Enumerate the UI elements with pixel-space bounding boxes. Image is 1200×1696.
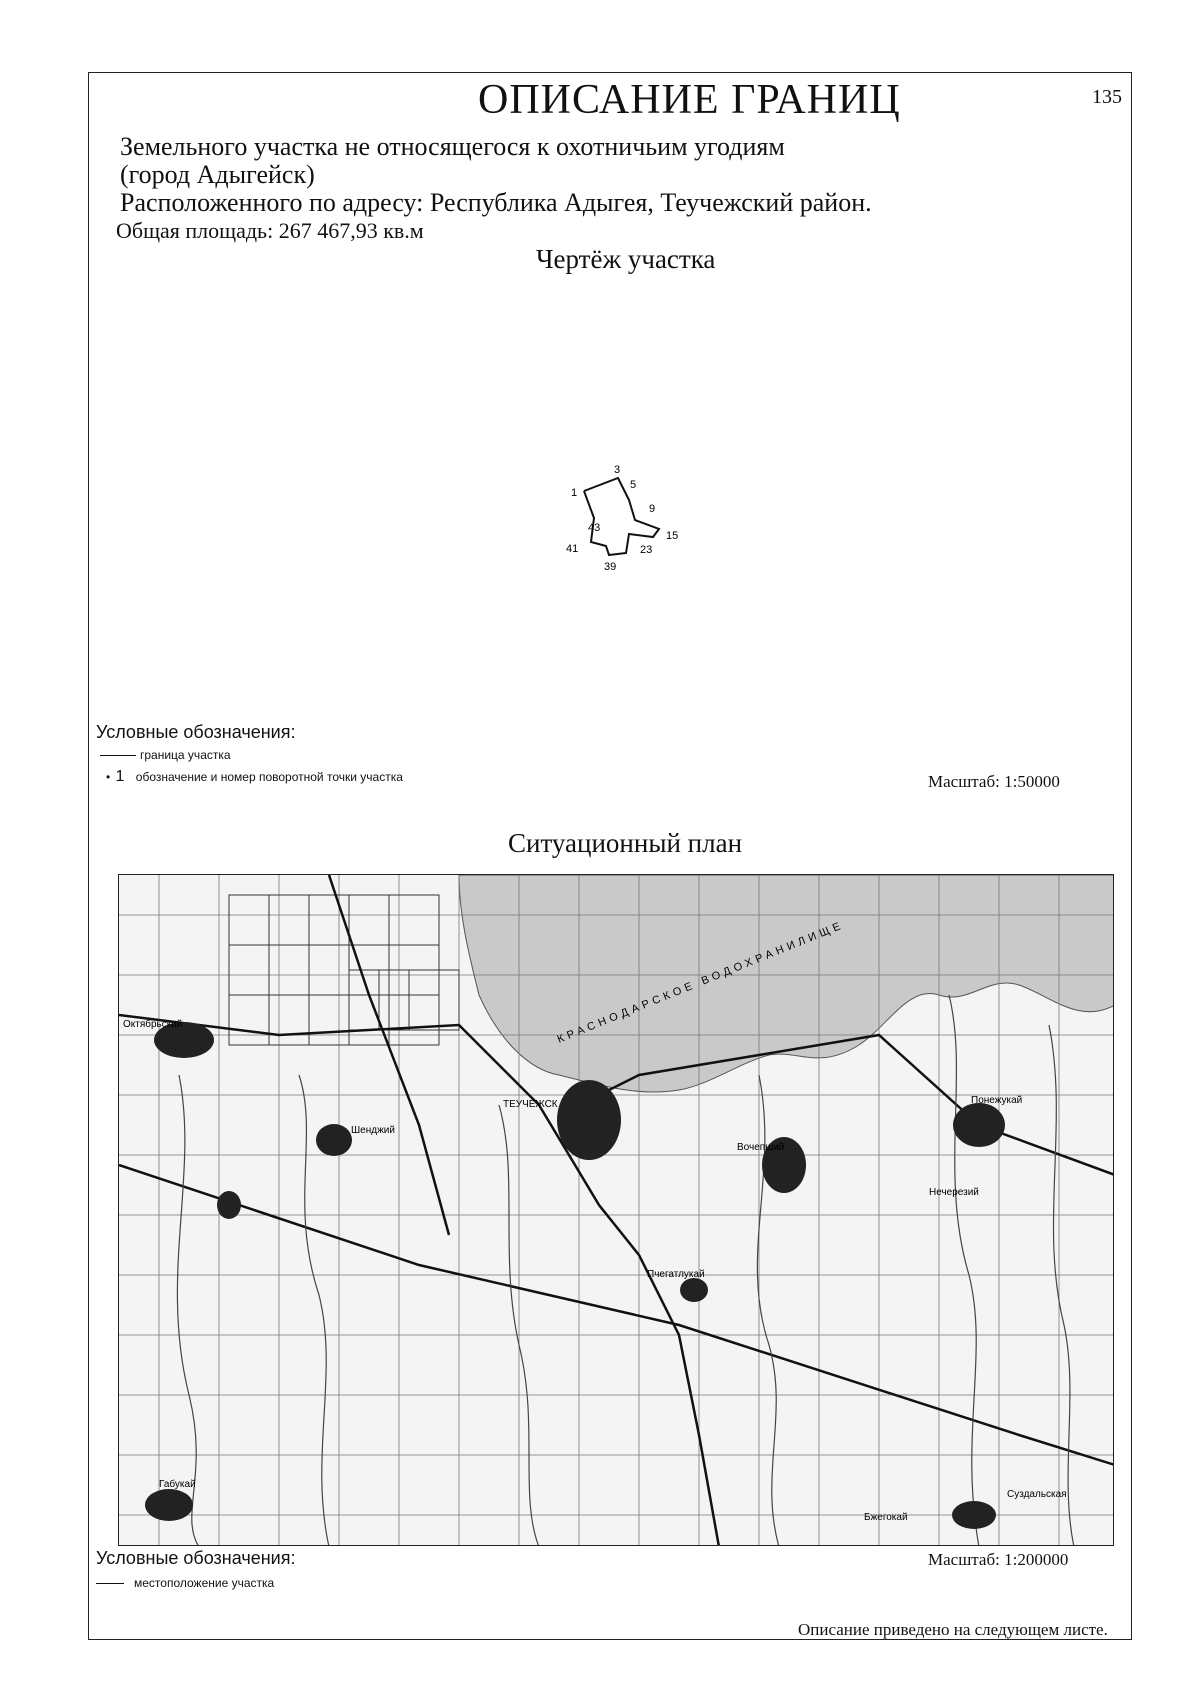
map-label: Пчегатлукай [647, 1269, 705, 1280]
point-label: 23 [640, 544, 653, 556]
point-label: 1 [571, 487, 578, 499]
point-label: 9 [649, 503, 656, 515]
legend-boundary-label: граница участка [140, 748, 231, 762]
parcel-city-line: (город Адыгейск) [120, 160, 315, 189]
map-label: Понежукай [971, 1095, 1023, 1106]
map-label: Октябрьский [123, 1019, 183, 1030]
point-label: 41 [566, 543, 579, 555]
situational-plan-title: Ситуационный план [508, 828, 743, 858]
point-label: 5 [630, 479, 637, 491]
legend-boundary-item [100, 748, 231, 762]
settlements [145, 1022, 1005, 1529]
point-label: 3 [614, 464, 621, 476]
map-label: Нечерезий [929, 1187, 979, 1198]
map-label: Суздальская [1007, 1489, 1067, 1500]
parcel-drawing [550, 456, 700, 576]
legend-point-number: 1 [115, 768, 125, 785]
map-label: Шенджий [351, 1125, 395, 1136]
map-label: Габукай [159, 1479, 196, 1490]
drawing-title: Чертёж участка [536, 244, 716, 274]
parcel-area: Общая площадь: 267 467,93 кв.м [116, 218, 424, 243]
point-label: 43 [588, 522, 601, 534]
page-number: 135 [1092, 86, 1122, 108]
reservoir-water [459, 875, 1114, 1092]
legend-point-label: обозначение и номер поворотной точки участка [135, 770, 403, 784]
document-title: ОПИСАНИЕ ГРАНИЦ [478, 77, 901, 123]
footer-note: Описание приведено на следующем листе. [798, 1620, 1108, 1639]
point-label: 15 [666, 530, 679, 542]
topographic-map [119, 875, 1114, 1546]
map-scale: Масштаб: 1:200000 [928, 1550, 1069, 1569]
location-line-symbol [96, 1583, 124, 1584]
situational-map [118, 874, 1114, 1546]
point-dot-symbol: • [106, 770, 111, 784]
point-label: 39 [604, 561, 617, 573]
boundary-line-symbol [100, 755, 136, 756]
map-label: Бжегокай [864, 1512, 908, 1523]
map-legend-title: Условные обозначения: [96, 1548, 296, 1568]
legend-point-item [106, 768, 403, 786]
parcel-address-line: Расположенного по адресу: Республика Адыгея, Теучежский район. [120, 188, 872, 217]
legend-location-label: местоположение участка [134, 1576, 275, 1590]
map-label-reservoir: КРАСНОДАРСКОЕ ВОДОХРАНИЛИЩЕ [555, 919, 846, 1046]
map-label: ТЕУЧЕЖСК [503, 1099, 558, 1110]
parcel-description-line: Земельного участка не относящегося к охотничьим угодиям [120, 132, 785, 161]
drawing-scale: Масштаб: 1:50000 [928, 772, 1060, 791]
drawing-legend-title: Условные обозначения: [96, 722, 296, 742]
legend-location-item [96, 1576, 274, 1590]
map-label: Вочепший [737, 1142, 785, 1153]
